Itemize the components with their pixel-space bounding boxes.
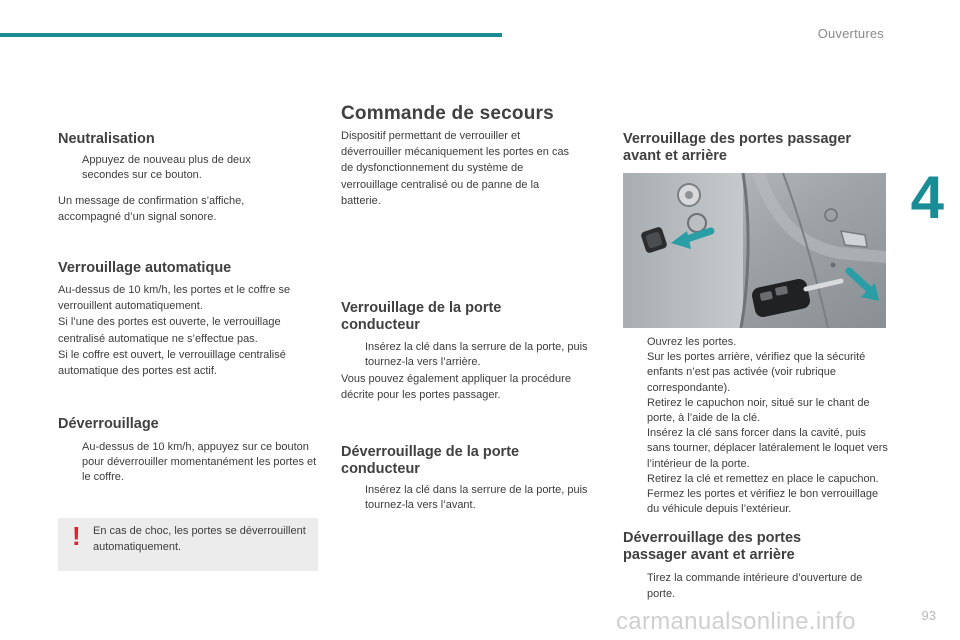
- neutralisation-list: [58, 153, 283, 183]
- list-item: Retirez le capuchon noir, situé sur le chant de porte, à l’aide de la clé.: [647, 396, 870, 425]
- list-item: Au-dessus de 10 km/h, appuyez sur ce bouton pour déverrouiller momentanément les portes et le coffre.: [82, 441, 317, 484]
- paragraph-line: Au-dessus de 10 km/h, les portes et le coffre se verrouillent automatiquement.: [58, 284, 291, 313]
- door-lock-photo: [623, 173, 886, 328]
- watermark-text: carmanualsonline.info: [616, 608, 856, 635]
- deverrouillage-passager-heading: Déverrouillage des portes passager avant et arrière: [623, 530, 802, 563]
- list-item: Tirez la commande intérieure d’ouverture de porte.: [647, 572, 863, 600]
- verrouillage-auto-heading: Verrouillage automatique: [58, 260, 232, 276]
- neutralisation-heading: Neutralisation: [58, 131, 155, 147]
- list-item: Fermez les portes et vérifiez le bon verrouillage du véhicule depuis l’extérieur.: [647, 488, 879, 516]
- chapter-number: 4: [910, 164, 944, 231]
- deverrouillage-heading: Déverrouillage: [58, 416, 159, 432]
- verrouillage-passager-list: [623, 335, 889, 517]
- warning-exclamation-icon: !: [72, 521, 81, 551]
- section-title: Ouvertures: [817, 26, 884, 41]
- deverrouillage-conducteur-heading: Déverrouillage de la porte conducteur: [341, 444, 520, 477]
- list-item: Sur les portes arrière, vérifiez que la sécurité enfants n’est pas activée (voir rubrique correspondante).: [647, 351, 866, 394]
- warning-note-text: En cas de choc, les portes se déverrouillent automatiquement.: [93, 525, 306, 553]
- paragraph-line: Si l’une des portes est ouverte, le verrouillage centralisé automatique ne s’effectue pas.: [58, 316, 281, 345]
- deverrouillage-passager-list: [623, 570, 885, 602]
- paragraph-line: Si le coffre est ouvert, le verrouillage centralisé automatique des portes est actif.: [58, 348, 286, 378]
- verrouillage-conducteur-paragraph: Vous pouvez également appliquer la procédure décrite pour les portes passager.: [341, 373, 571, 402]
- list-item: Appuyez de nouveau plus de deux secondes sur ce bouton.: [82, 154, 251, 182]
- commande-secours-paragraph: Dispositif permettant de verrouiller et déverrouiller mécaniquement les portes en cas de dysfonctionnement du système de verrouillage centralisé ou de panne de la batterie.: [341, 130, 570, 207]
- warning-note: [58, 518, 318, 571]
- verrouillage-conducteur-list: [341, 340, 603, 370]
- list-item: Insérez la clé sans forcer dans la cavité, puis sans tourner, déplacer latéralement le loquet vers l’intérieur de la porte.: [647, 427, 888, 470]
- list-item: Ouvrez les portes.: [647, 336, 737, 348]
- header-accent-bar: [0, 33, 502, 37]
- verrouillage-auto-paragraph: [58, 282, 320, 379]
- deverrouillage-list: [58, 440, 320, 486]
- deverrouillage-conducteur-list: [341, 483, 603, 513]
- verrouillage-conducteur-heading: Verrouillage de la porte conducteur: [341, 300, 502, 333]
- main-section-title: Commande de secours: [341, 103, 554, 124]
- neutralisation-paragraph: Un message de confirmation s’affiche, accompagné d’un signal sonore.: [58, 195, 245, 224]
- page-number: 93: [921, 608, 936, 623]
- list-item: Insérez la clé dans la serrure de la porte, puis tournez-la vers l’avant.: [365, 484, 588, 512]
- list-item: Retirez la clé et remettez en place le capuchon.: [647, 472, 879, 485]
- list-item: Insérez la clé dans la serrure de la porte, puis tournez-la vers l’arrière.: [365, 341, 588, 369]
- verrouillage-passager-heading: Verrouillage des portes passager avant et arrière: [623, 131, 852, 164]
